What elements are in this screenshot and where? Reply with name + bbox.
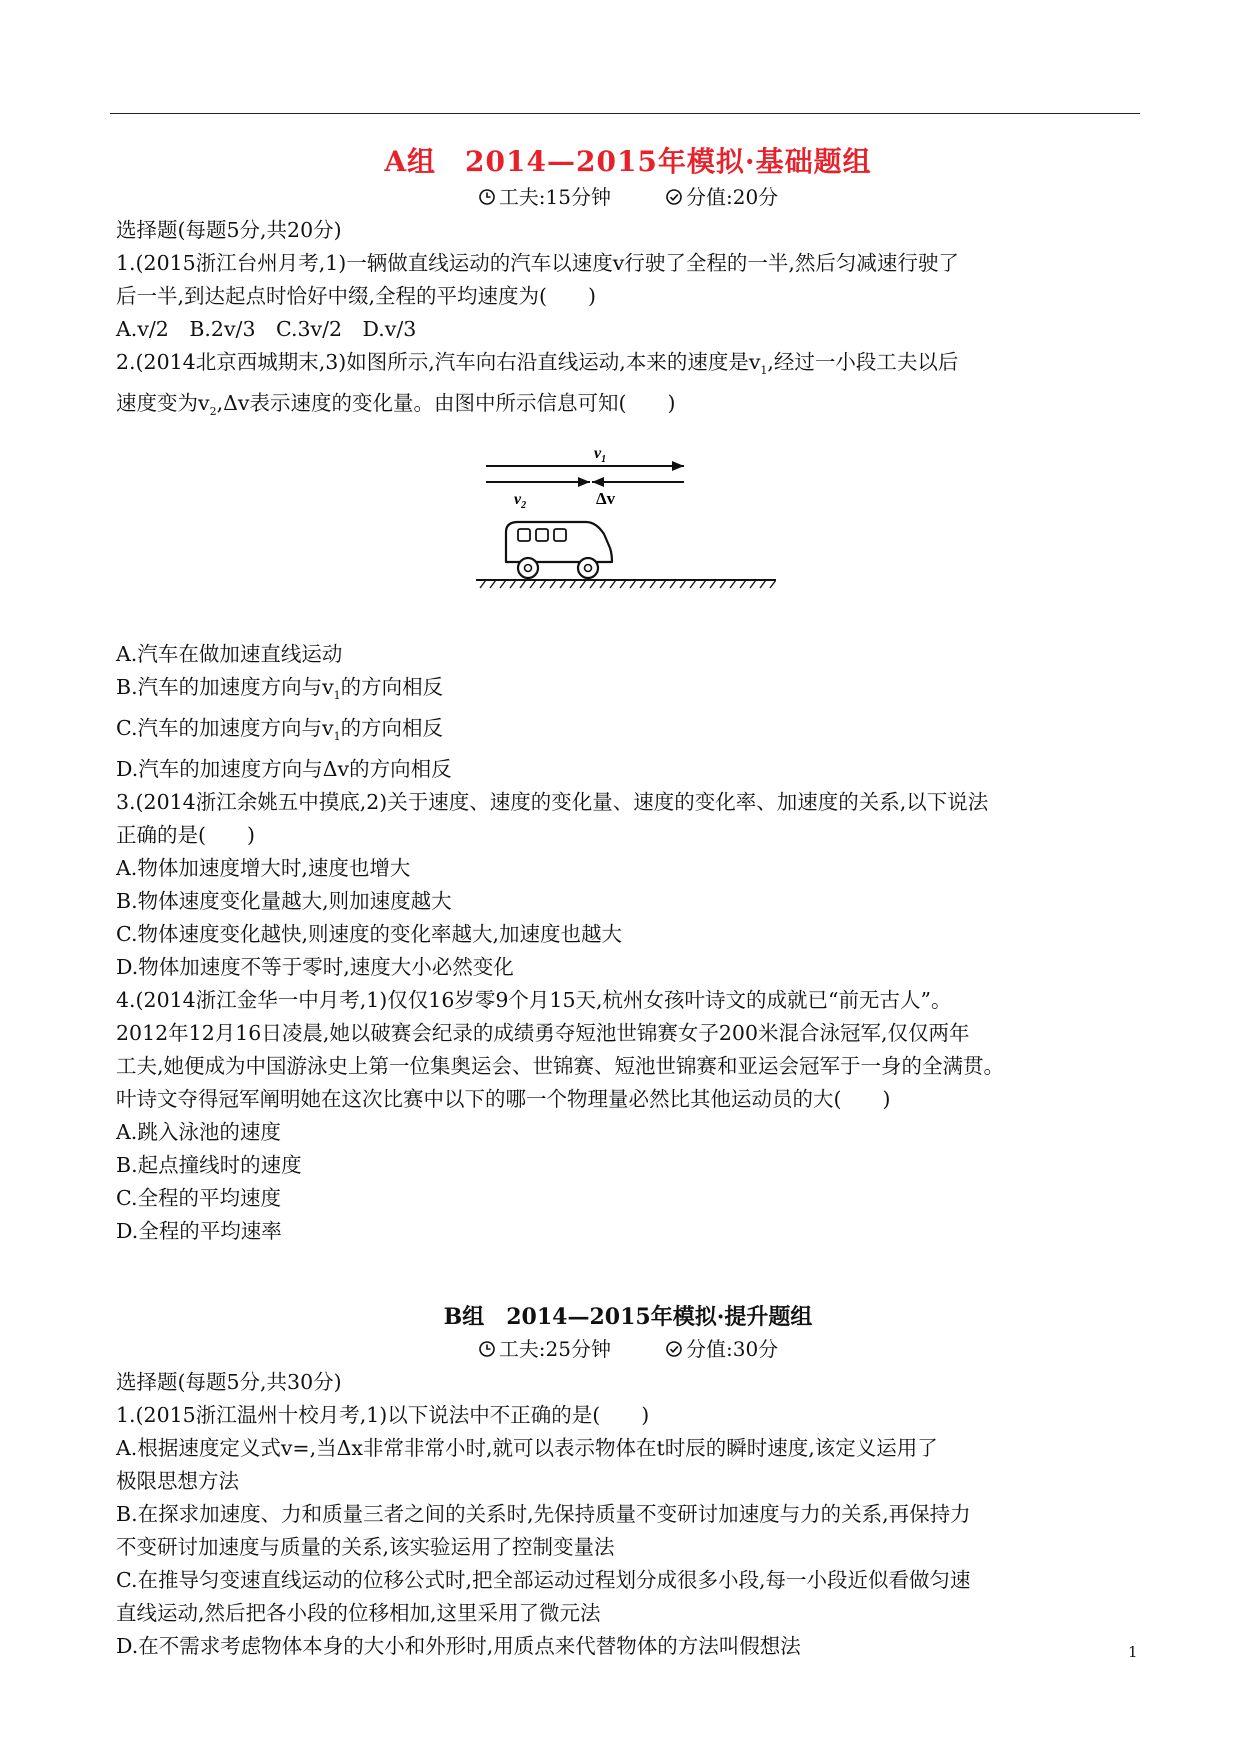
a-q3-option-c: C.物体速度变化越快,则速度的变化率越大,加速度也越大 <box>116 922 623 947</box>
a-q3-line1: 3.(2014浙江余姚五中摸底,2)关于速度、速度的变化量、速度的变化率、加速度的关系,以下说法 <box>116 790 989 815</box>
section-b-time: 工夫:25分钟 <box>498 1337 611 1362</box>
a-q1-line2: 后一半,到达起点时恰好中缀,全程的平均速度为( ) <box>116 284 597 308</box>
car <box>506 522 612 578</box>
a-q4-line1: 4.(2014浙江金华一中月考,1)仅仅16岁零9个月15天,杭州女孩叶诗文的成就已“前无古人”。 <box>116 988 952 1013</box>
v2-label: $v_2$ <box>514 491 527 512</box>
a-q2-option-c: C.汽车的加速度方向与$v_1$的方向相反 <box>116 716 444 744</box>
a-q4-line4: 叶诗文夺得冠军阐明她在这次比赛中以下的哪一个物理量必然比其他运动员的大( ) <box>116 1087 891 1112</box>
a-q1-options: A.v/2 B.2v/3 C.3v/2 D.v/3 <box>116 317 417 341</box>
b-q1-option-a-line1: A.根据速度定义式v=,当Δx非常非常小时,就可以表示物体在t时辰的瞬时速度,该定义运用了 <box>116 1436 938 1461</box>
section-b-score: 分值:30分 <box>686 1337 779 1362</box>
a-q2-line1: 2.(2014北京西城期末,3)如图所示,汽车向右沿直线运动,本来的速度是$v_1$,经过一小段工夫以后 <box>116 350 959 378</box>
section-a-time: 工夫:15分钟 <box>498 185 611 209</box>
page-number: 1 <box>1128 1643 1138 1661</box>
check-circle-icon <box>665 1340 683 1358</box>
b-q1-option-a-line2: 极限思想方法 <box>116 1469 239 1494</box>
header-rule <box>110 113 1140 114</box>
clock-icon <box>478 1340 496 1358</box>
a-q3-line2: 正确的是( ) <box>116 823 255 848</box>
section-a-meta <box>116 182 1140 214</box>
a-q2-option-a: A.汽车在做加速直线运动 <box>116 642 343 667</box>
car-velocity-diagram <box>476 444 776 614</box>
delta-v-label: Δv <box>596 489 616 509</box>
a-q2-option-b: B.汽车的加速度方向与$v_1$的方向相反 <box>116 675 444 703</box>
a-q4-line3: 工夫,她便成为中国游泳史上第一位集奥运会、世锦赛、短池世锦赛和亚运会冠军于一身的全满贯。 <box>116 1054 1005 1079</box>
a-q3-option-d: D.物体加速度不等于零时,速度大小必然变化 <box>116 955 514 980</box>
b-q1-option-d: D.在不需求考虑物体本身的大小和外形时,用质点来代替物体的方法叫假想法 <box>116 1634 801 1659</box>
clock-icon <box>478 188 496 206</box>
b-q1-option-c-line1: C.在推导匀变速直线运动的位移公式时,把全部运动过程划分成很多小段,每一小段近似看做匀速 <box>116 1568 971 1593</box>
b-q1-option-b-line1: B.在探求加速度、力和质量三者之间的关系时,先保持质量不变研讨加速度与力的关系,再保持力 <box>116 1502 971 1527</box>
a-q4-option-a: A.跳入泳池的速度 <box>116 1120 281 1145</box>
document-body <box>116 142 1140 1663</box>
b-q1-line1: 1.(2015浙江温州十校月考,1)以下说法中不正确的是( ) <box>116 1403 650 1428</box>
section-a-score: 分值:20分 <box>686 185 779 209</box>
a-q2-line2: 速度变为$v_2,\Delta v$表示速度的变化量。由图中所示信息可知( ) <box>116 391 676 419</box>
v1-label: $v_1$ <box>594 445 607 466</box>
a-q3-option-a: A.物体加速度增大时,速度也增大 <box>116 856 411 881</box>
ground <box>476 580 776 588</box>
b-q1-option-c-line2: 直线运动,然后把各小段的位移相加,这里采用了微元法 <box>116 1601 601 1626</box>
a-q4-option-c: C.全程的平均速度 <box>116 1186 281 1211</box>
a-q3-option-b: B.物体速度变化量越大,则加速度越大 <box>116 889 452 914</box>
section-b-intro: 选择题(每题5分,共30分) <box>116 1370 342 1395</box>
check-circle-icon <box>665 188 683 206</box>
a-q2-option-d: D.汽车的加速度方向与Δv的方向相反 <box>116 757 452 782</box>
b-q1-option-b-line2: 不变研讨加速度与质量的关系,该实验运用了控制变量法 <box>116 1535 615 1560</box>
a-q4-option-d: D.全程的平均速率 <box>116 1219 282 1244</box>
a-q4-option-b: B.起点撞线时的速度 <box>116 1153 302 1178</box>
section-a-intro: 选择题(每题5分,共20分) <box>116 218 342 242</box>
section-a-title: A组 2014—2015年模拟·基础题组 <box>384 145 872 178</box>
section-b-title: B组 2014—2015年模拟·提升题组 <box>443 1304 813 1331</box>
a-q4-line2: 2012年12月16日凌晨,她以破赛会纪录的成绩勇夺短池世锦赛女子200米混合泳冠军,仅仅两年 <box>116 1021 970 1046</box>
section-b-meta <box>116 1334 1140 1366</box>
car-velocity-figure <box>116 428 1140 638</box>
a-q1-line1: 1.(2015浙江台州月考,1)一辆做直线运动的汽车以速度v行驶了全程的一半,然后匀减速行驶了 <box>116 251 959 275</box>
